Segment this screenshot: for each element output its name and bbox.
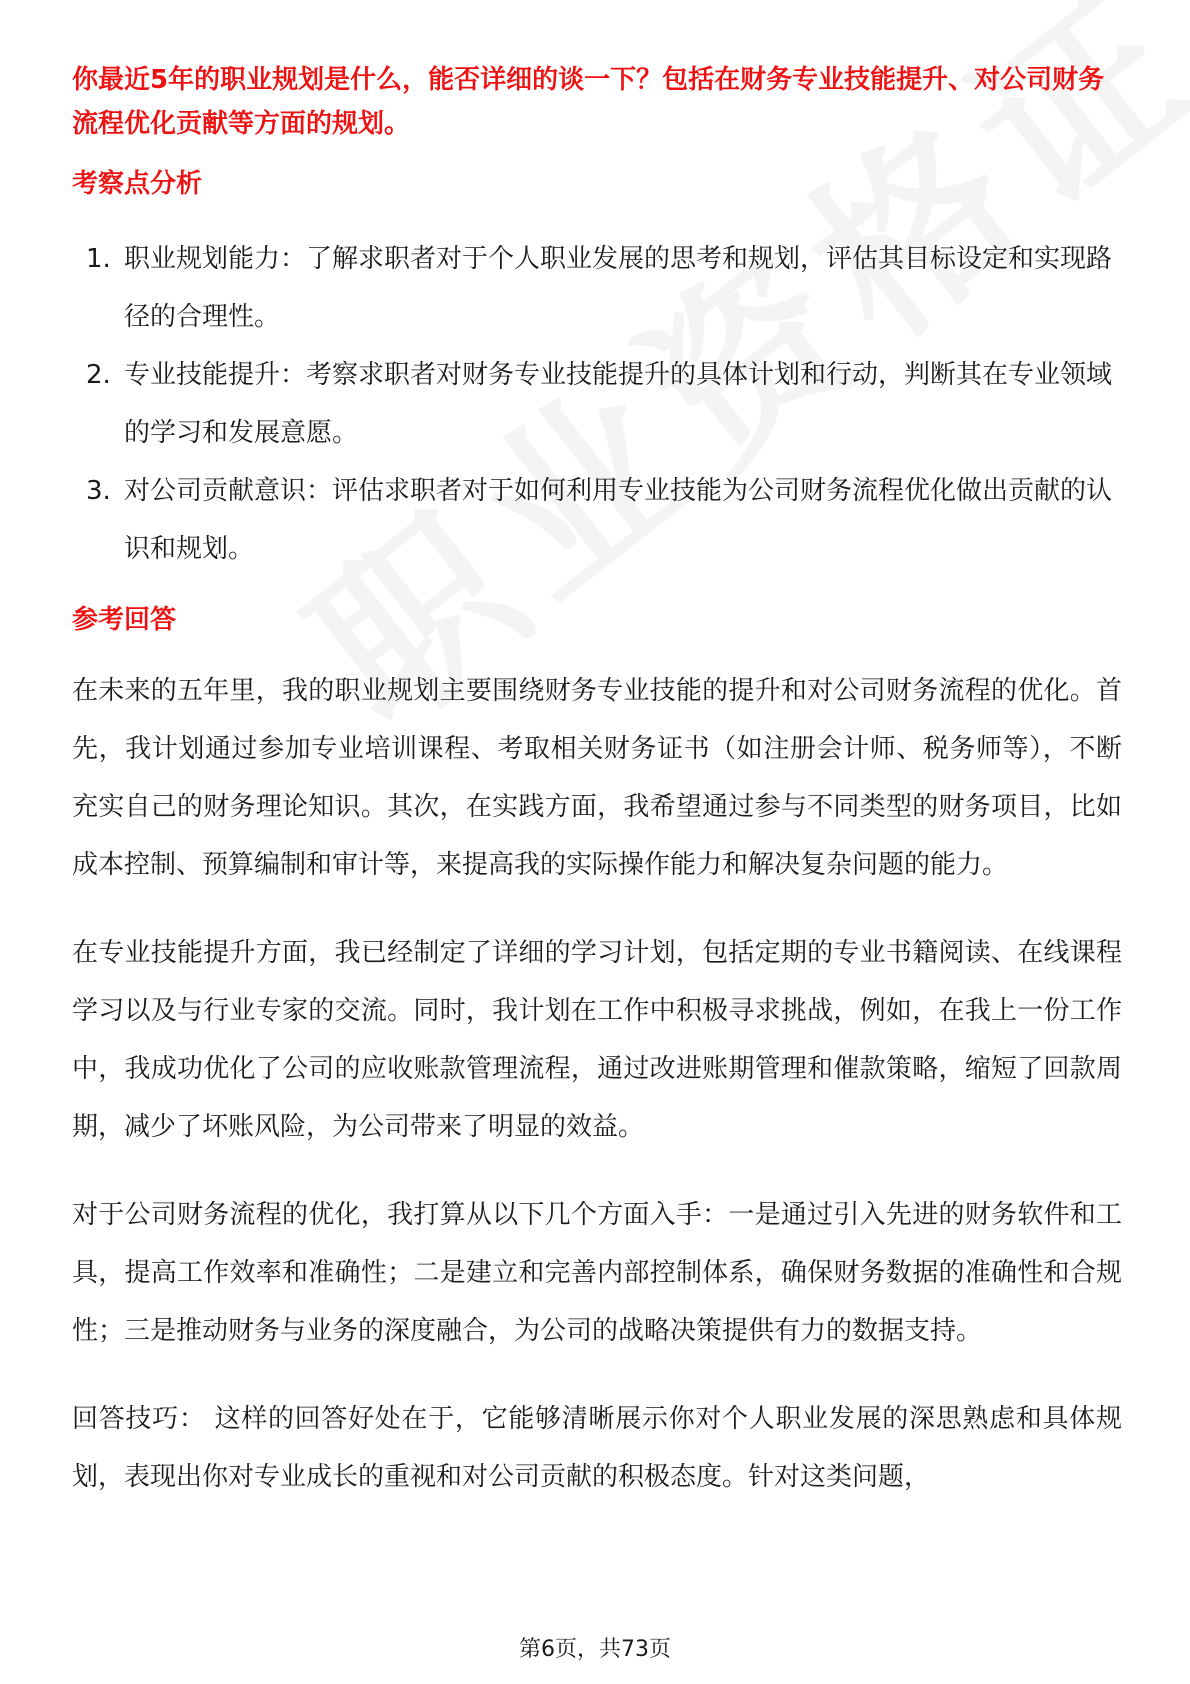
answer-heading: 参考回答 bbox=[72, 605, 177, 635]
list-item-number: 2. bbox=[86, 360, 111, 390]
list-item-number: 3. bbox=[86, 476, 111, 506]
list-item-text: 专业技能提升：考察求职者对财务专业技能提升的具体计划和行动，判断其在专业领域的学习和发展意愿。 bbox=[124, 360, 1113, 448]
answer-tips: 回答技巧： 这样的回答好处在于，它能够清晰展示你对个人职业发展的深思熟虑和具体规划，表现出你对专业成长的重视和对公司贡献的积极态度。针对这类问题， bbox=[72, 1404, 1122, 1492]
answer-paragraph: 在专业技能提升方面，我已经制定了详细的学习计划，包括定期的专业书籍阅读、在线课程学习以及与行业专家的交流。同时，我计划在工作中积极寻求挑战，例如，在我上一份工作中，我成功优化了公司的应收账款管理流程，通过改进账期管理和催款策略，缩短了回款周期，减少了坏账风险，为公司带来了明显的效益。 bbox=[72, 938, 1122, 1142]
list-item bbox=[72, 230, 1122, 346]
list-item bbox=[72, 462, 1122, 578]
page-number: 第6页，共73页 bbox=[519, 1637, 671, 1662]
document-content bbox=[72, 58, 1122, 1506]
answer-paragraph: 对于公司财务流程的优化，我打算从以下几个方面入手：一是通过引入先进的财务软件和工具，提高工作效率和准确性；二是建立和完善内部控制体系，确保财务数据的准确性和合规性；三是推动财务与业务的深度融合，为公司的战略决策提供有力的数据支持。 bbox=[72, 1200, 1122, 1346]
list-item-text: 职业规划能力：了解求职者对于个人职业发展的思考和规划，评估其目标设定和实现路径的合理性。 bbox=[124, 244, 1113, 332]
answer-paragraph: 在未来的五年里，我的职业规划主要围绕财务专业技能的提升和对公司财务流程的优化。首先，我计划通过参加专业培训课程、考取相关财务证书（如注册会计师、税务师等），不断充实自己的财务理论知识。其次，在实践方面，我希望通过参与不同类型的财务项目，比如成本控制、预算编制和审计等，来提高我的实际操作能力和解决复杂问题的能力。 bbox=[72, 676, 1122, 880]
question-title: 你最近5年的职业规划是什么，能否详细的谈一下？包括在财务专业技能提升、对公司财务流程优化贡献等方面的规划。 bbox=[72, 65, 1105, 139]
analysis-list bbox=[72, 230, 1122, 578]
analysis-heading: 考察点分析 bbox=[72, 169, 203, 199]
list-item bbox=[72, 346, 1122, 462]
list-item-text: 对公司贡献意识：评估求职者对于如何利用专业技能为公司财务流程优化做出贡献的认识和规划。 bbox=[124, 476, 1113, 564]
list-item-number: 1. bbox=[86, 244, 111, 274]
